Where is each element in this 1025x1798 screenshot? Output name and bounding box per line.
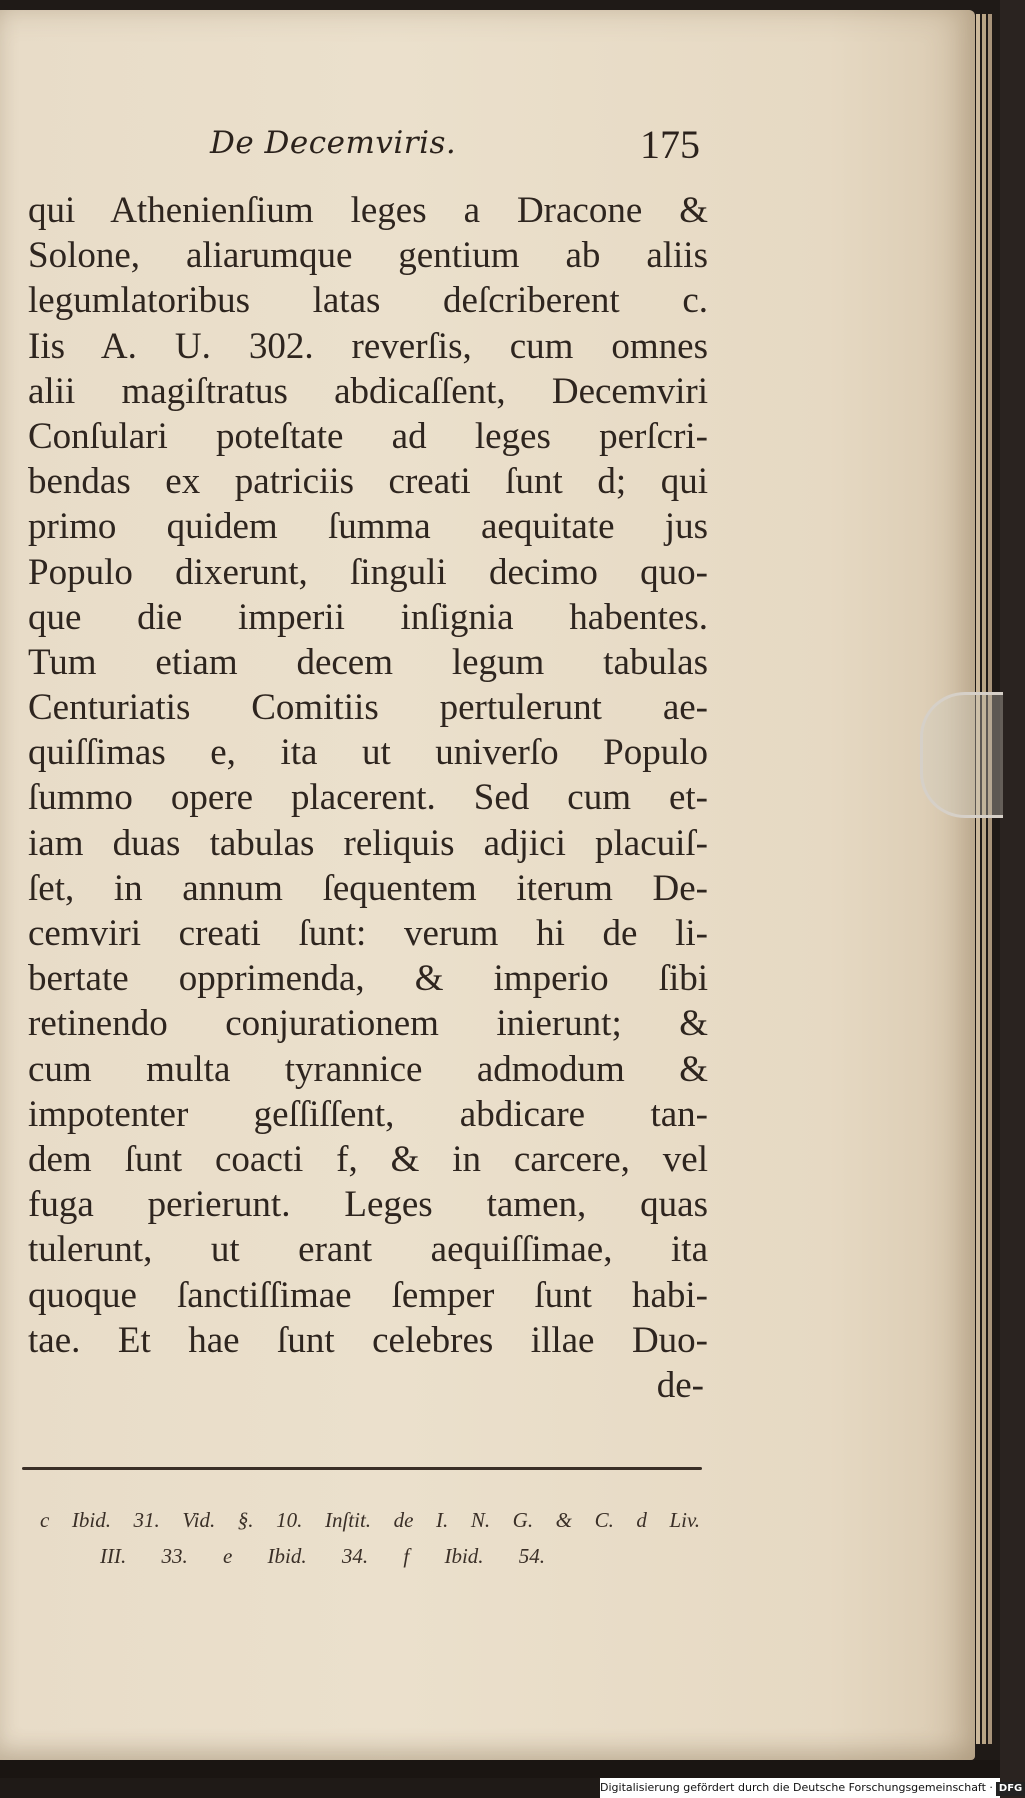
page-edge	[976, 14, 980, 1744]
text-line: ſummo opere placerent. Sed cum et-	[28, 777, 708, 819]
text-line: fuga perierunt. Leges tamen, quas	[28, 1184, 708, 1226]
text-line: que die imperii inſignia habentes.	[28, 596, 708, 638]
body-text	[28, 188, 708, 1408]
page-header	[30, 122, 720, 185]
text-line: Centuriatis Comitiis pertulerunt ae-	[28, 687, 708, 729]
text-line: tae. Et hae ſunt celebres illae Duo-	[28, 1319, 708, 1361]
text-line: de-	[656, 1364, 704, 1406]
text-line: tulerunt, ut erant aequiſſimae, ita	[28, 1229, 708, 1271]
text-line: bertate opprimenda, & imperio ſibi	[28, 958, 708, 1000]
text-line: cum multa tyrannice admodum &	[28, 1048, 708, 1090]
page-edge	[982, 14, 986, 1744]
text-line: qui Athenienſium leges a Dracone &	[28, 190, 708, 231]
text-line: dem ſunt coacti f, & in carcere, vel	[28, 1138, 708, 1180]
text-line: primo quidem ſumma aequitate jus	[28, 506, 708, 548]
text-line: legumlatoribus latas deſcriberent c.	[28, 280, 708, 322]
text-line: cemviri creati ſunt: verum hi de li-	[28, 913, 708, 954]
page-number: 175	[640, 122, 700, 167]
text-line: Conſulari poteſtate ad leges perſcri-	[28, 415, 708, 457]
text-line: Iis A. U. 302. reverſis, cum omnes	[28, 325, 708, 367]
text-line: ſet, in annum ſequentem iterum De-	[28, 867, 708, 909]
text-line: iam duas tabulas reliquis adjici placuiſ-	[28, 822, 708, 864]
text-line: Tum etiam decem legum tabulas	[28, 641, 708, 683]
digitization-credit	[600, 1778, 1023, 1798]
text-line: bendas ex patriciis creati ſunt d; qui	[28, 461, 708, 503]
dfg-logo: DFG	[996, 1782, 1025, 1796]
scan-bottom-band	[0, 1760, 1000, 1778]
footnote-rule	[22, 1467, 702, 1470]
text-line: retinendo conjurationem inierunt; &	[28, 1003, 708, 1045]
page-edge	[988, 14, 992, 1744]
text-line: alii magiſtratus abdicaſſent, Decemviri	[28, 370, 708, 412]
text-line: Solone, aliarumque gentium ab aliis	[28, 235, 708, 277]
text-line: quiſſimas e, ita ut univerſo Populo	[28, 732, 708, 774]
page-clip	[920, 692, 1003, 818]
text-line: Populo dixerunt, ſinguli decimo quo-	[28, 551, 708, 593]
credit-text: Digitalisierung gefördert durch die Deutsche Forschungsgemeinschaft ·	[600, 1781, 993, 1794]
footnote-line: c Ibid. 31. Vid. §. 10. Inſtit. de I. N. G. & C. d Liv.	[40, 1508, 700, 1532]
text-line: impotenter geſſiſſent, abdicare tan-	[28, 1093, 708, 1135]
text-line: quoque ſanctiſſimae ſemper ſunt habi-	[28, 1274, 708, 1316]
running-title: De Decemviris.	[210, 125, 457, 161]
footnotes	[40, 1502, 700, 1574]
footnote-line: III. 33. e Ibid. 34. f Ibid. 54.	[100, 1544, 546, 1568]
